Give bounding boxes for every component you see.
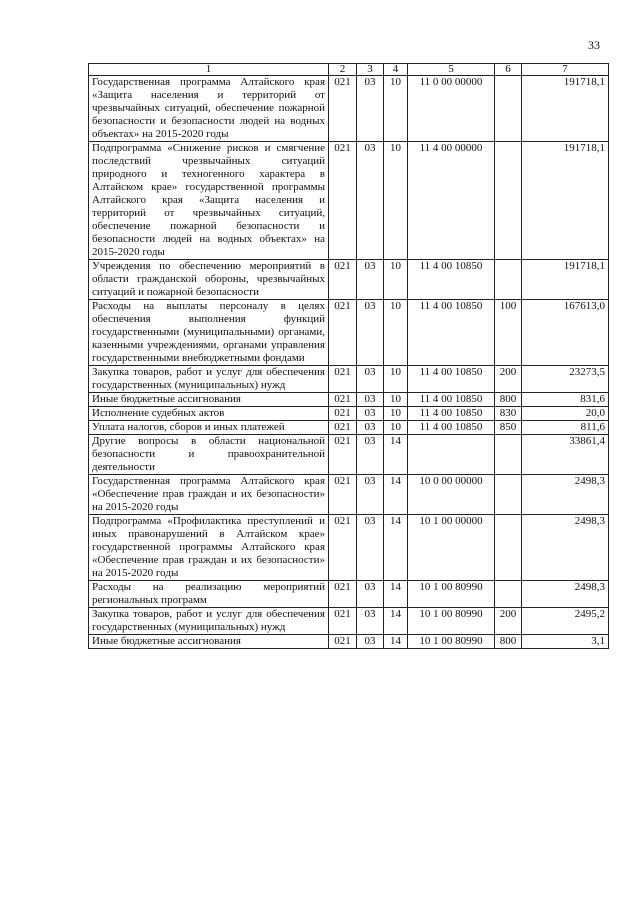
- row-section-cell: 03: [357, 421, 384, 435]
- header-cell: 1: [89, 64, 329, 76]
- row-expense-type-cell: 200: [495, 366, 522, 393]
- row-name-cell: Уплата налогов, сборов и иных платежей: [89, 421, 329, 435]
- row-name-cell: Подпрограмма «Профилактика преступлений и иных правонарушений в Алтайском крае» государственной программы Алтайского края «Обеспечение прав граждан и их безопасности» на 2015-2020 годы: [89, 515, 329, 581]
- row-section-cell: 03: [357, 142, 384, 260]
- table-row: [89, 421, 609, 435]
- row-name-cell: Государственная программа Алтайского края «Защита населения и территорий от чрезвычайных ситуаций, обеспечение пожарной безопасности и безопасности людей на водных объектах» на 2015-2020 годы: [89, 76, 329, 142]
- row-expense-type-cell: 800: [495, 393, 522, 407]
- table-row: [89, 635, 609, 649]
- table-row: [89, 366, 609, 393]
- row-name-cell: Закупка товаров, работ и услуг для обеспечения государственных (муниципальных) нужд: [89, 366, 329, 393]
- row-target-article-cell: 11 4 00 10850: [408, 421, 495, 435]
- row-amount-cell: 2498,3: [522, 581, 609, 608]
- row-amount-cell: 167613,0: [522, 300, 609, 366]
- row-expense-type-cell: [495, 435, 522, 475]
- row-expense-type-cell: [495, 142, 522, 260]
- row-target-article-cell: 11 4 00 10850: [408, 393, 495, 407]
- row-code-cell: 021: [329, 635, 357, 649]
- row-code-cell: 021: [329, 142, 357, 260]
- row-name-cell: Иные бюджетные ассигнования: [89, 393, 329, 407]
- row-subsection-cell: 10: [384, 407, 408, 421]
- row-target-article-cell: 11 4 00 10850: [408, 407, 495, 421]
- row-expense-type-cell: 830: [495, 407, 522, 421]
- row-amount-cell: 33861,4: [522, 435, 609, 475]
- row-name-cell: Учреждения по обеспечению мероприятий в области гражданской обороны, чрезвычайных ситуаций и пожарной безопасности: [89, 260, 329, 300]
- row-name-cell: Другие вопросы в области национальной безопасности и правоохранительной деятельности: [89, 435, 329, 475]
- row-section-cell: 03: [357, 300, 384, 366]
- row-target-article-cell: 10 1 00 80990: [408, 581, 495, 608]
- row-subsection-cell: 14: [384, 635, 408, 649]
- row-name-cell: Государственная программа Алтайского края «Обеспечение прав граждан и их безопасности» на 2015-2020 годы: [89, 475, 329, 515]
- table-row: [89, 608, 609, 635]
- row-amount-cell: 2498,3: [522, 515, 609, 581]
- row-code-cell: 021: [329, 581, 357, 608]
- row-subsection-cell: 10: [384, 421, 408, 435]
- row-target-article-cell: 10 1 00 80990: [408, 608, 495, 635]
- row-expense-type-cell: 100: [495, 300, 522, 366]
- row-amount-cell: 2498,3: [522, 475, 609, 515]
- header-cell: 4: [384, 64, 408, 76]
- row-target-article-cell: 10 1 00 00000: [408, 515, 495, 581]
- row-amount-cell: 20,0: [522, 407, 609, 421]
- header-row: [89, 64, 609, 76]
- header-cell: 3: [357, 64, 384, 76]
- row-amount-cell: 191718,1: [522, 260, 609, 300]
- row-amount-cell: 3,1: [522, 635, 609, 649]
- table-header: [89, 64, 609, 76]
- table-row: [89, 475, 609, 515]
- row-target-article-cell: 10 1 00 80990: [408, 635, 495, 649]
- row-expense-type-cell: 800: [495, 635, 522, 649]
- row-expense-type-cell: 850: [495, 421, 522, 435]
- table-row: [89, 260, 609, 300]
- row-section-cell: 03: [357, 608, 384, 635]
- row-name-cell: Закупка товаров, работ и услуг для обеспечения государственных (муниципальных) нужд: [89, 608, 329, 635]
- row-name-cell: Подпрограмма «Снижение рисков и смягчение последствий чрезвычайных ситуаций природного и техногенного характера в Алтайском крае» государственной программы Алтайского края «Защита населения и территорий от чрезвычайных ситуаций, обеспечение пожарной безопасности и безопасности людей на водных объектах» на 2015-2020 годы: [89, 142, 329, 260]
- row-section-cell: 03: [357, 435, 384, 475]
- row-code-cell: 021: [329, 407, 357, 421]
- row-expense-type-cell: [495, 260, 522, 300]
- table-row: [89, 142, 609, 260]
- row-subsection-cell: 10: [384, 76, 408, 142]
- row-code-cell: 021: [329, 515, 357, 581]
- table-row: [89, 76, 609, 142]
- header-cell: 7: [522, 64, 609, 76]
- row-code-cell: 021: [329, 300, 357, 366]
- row-subsection-cell: 14: [384, 608, 408, 635]
- table-row: [89, 407, 609, 421]
- row-amount-cell: 811,6: [522, 421, 609, 435]
- row-target-article-cell: [408, 435, 495, 475]
- row-name-cell: Расходы на выплаты персоналу в целях обеспечения выполнения функций государственными (муниципальными) органами, казенными учреждениями, органами управления государственными внебюджетными фондами: [89, 300, 329, 366]
- row-amount-cell: 23273,5: [522, 366, 609, 393]
- row-subsection-cell: 10: [384, 366, 408, 393]
- row-code-cell: 021: [329, 260, 357, 300]
- row-target-article-cell: 11 4 00 10850: [408, 366, 495, 393]
- table-row: [89, 515, 609, 581]
- row-subsection-cell: 14: [384, 581, 408, 608]
- row-expense-type-cell: [495, 515, 522, 581]
- row-expense-type-cell: [495, 76, 522, 142]
- row-subsection-cell: 10: [384, 260, 408, 300]
- header-cell: 2: [329, 64, 357, 76]
- table-row: [89, 393, 609, 407]
- row-expense-type-cell: [495, 581, 522, 608]
- row-section-cell: 03: [357, 76, 384, 142]
- row-section-cell: 03: [357, 475, 384, 515]
- row-target-article-cell: 11 4 00 10850: [408, 300, 495, 366]
- row-amount-cell: 2495,2: [522, 608, 609, 635]
- row-section-cell: 03: [357, 635, 384, 649]
- row-amount-cell: 831,6: [522, 393, 609, 407]
- row-expense-type-cell: 200: [495, 608, 522, 635]
- row-section-cell: 03: [357, 260, 384, 300]
- row-code-cell: 021: [329, 76, 357, 142]
- row-section-cell: 03: [357, 407, 384, 421]
- row-target-article-cell: 11 4 00 10850: [408, 260, 495, 300]
- row-amount-cell: 191718,1: [522, 76, 609, 142]
- table-row: [89, 581, 609, 608]
- row-subsection-cell: 10: [384, 300, 408, 366]
- row-section-cell: 03: [357, 366, 384, 393]
- row-target-article-cell: 10 0 00 00000: [408, 475, 495, 515]
- row-section-cell: 03: [357, 515, 384, 581]
- budget-table: [88, 63, 609, 649]
- page-number: 33: [588, 38, 600, 52]
- header-cell: 5: [408, 64, 495, 76]
- row-section-cell: 03: [357, 581, 384, 608]
- row-section-cell: 03: [357, 393, 384, 407]
- row-subsection-cell: 10: [384, 393, 408, 407]
- row-subsection-cell: 10: [384, 142, 408, 260]
- table-row: [89, 435, 609, 475]
- row-code-cell: 021: [329, 608, 357, 635]
- row-subsection-cell: 14: [384, 435, 408, 475]
- row-subsection-cell: 14: [384, 515, 408, 581]
- row-name-cell: Иные бюджетные ассигнования: [89, 635, 329, 649]
- row-code-cell: 021: [329, 475, 357, 515]
- table-row: [89, 300, 609, 366]
- row-subsection-cell: 14: [384, 475, 408, 515]
- row-code-cell: 021: [329, 435, 357, 475]
- row-code-cell: 021: [329, 393, 357, 407]
- row-name-cell: Расходы на реализацию мероприятий региональных программ: [89, 581, 329, 608]
- row-target-article-cell: 11 4 00 00000: [408, 142, 495, 260]
- table-body: [89, 76, 609, 649]
- row-name-cell: Исполнение судебных актов: [89, 407, 329, 421]
- row-target-article-cell: 11 0 00 00000: [408, 76, 495, 142]
- header-cell: 6: [495, 64, 522, 76]
- row-code-cell: 021: [329, 366, 357, 393]
- row-code-cell: 021: [329, 421, 357, 435]
- row-expense-type-cell: [495, 475, 522, 515]
- row-amount-cell: 191718,1: [522, 142, 609, 260]
